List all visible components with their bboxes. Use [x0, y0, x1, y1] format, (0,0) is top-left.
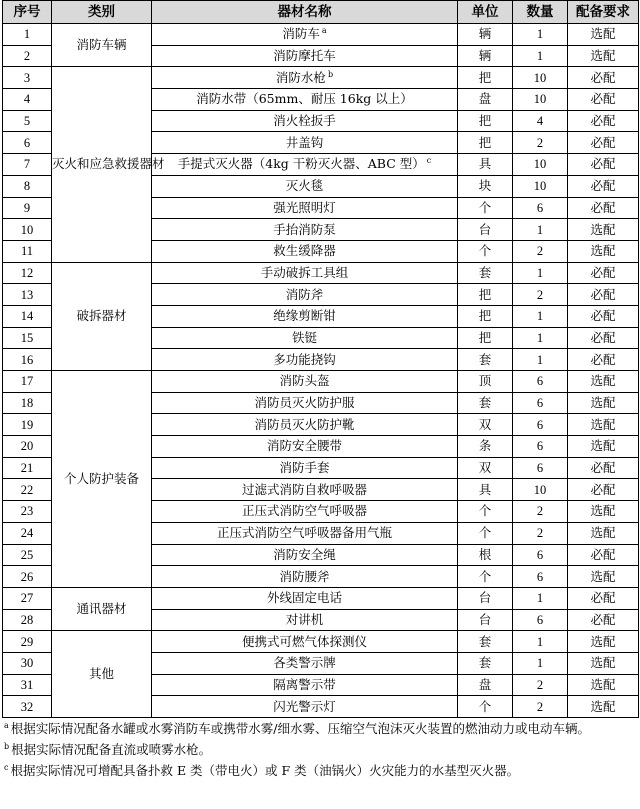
row-number: 4 — [3, 89, 52, 111]
quantity-cell: 6 — [513, 414, 568, 436]
row-number: 15 — [3, 327, 52, 349]
unit-cell: 条 — [458, 436, 513, 458]
requirement-cell: 选配 — [568, 219, 639, 241]
equipment-name — [152, 67, 458, 89]
unit-cell: 套 — [458, 392, 513, 414]
quantity-cell: 6 — [513, 566, 568, 588]
quantity-cell: 2 — [513, 240, 568, 262]
equipment-name-text: 救生缓降器 — [273, 243, 336, 259]
row-number: 3 — [3, 67, 52, 89]
requirement-cell: 必配 — [568, 609, 639, 631]
quantity-cell: 6 — [513, 457, 568, 479]
unit-cell: 个 — [458, 501, 513, 523]
unit-cell: 台 — [458, 609, 513, 631]
quantity-cell: 1 — [513, 587, 568, 609]
unit-cell: 台 — [458, 219, 513, 241]
unit-cell: 把 — [458, 132, 513, 154]
quantity-cell: 10 — [513, 154, 568, 176]
quantity-cell: 1 — [513, 327, 568, 349]
requirement-cell: 选配 — [568, 436, 639, 458]
requirement-cell: 选配 — [568, 652, 639, 674]
category-cell: 其他 — [52, 631, 152, 718]
row-number: 8 — [3, 175, 52, 197]
unit-cell: 个 — [458, 522, 513, 544]
quantity-cell: 1 — [513, 349, 568, 371]
quantity-cell: 10 — [513, 67, 568, 89]
table-row — [3, 371, 639, 393]
quantity-cell: 10 — [513, 479, 568, 501]
row-number: 29 — [3, 631, 52, 653]
header-name: 器材名称 — [152, 1, 458, 24]
table-row — [3, 587, 639, 609]
row-number: 6 — [3, 132, 52, 154]
header-category: 类别 — [52, 1, 152, 24]
requirement-cell: 选配 — [568, 371, 639, 393]
equipment-name — [152, 674, 458, 696]
equipment-name-text: 对讲机 — [285, 611, 324, 627]
requirement-cell: 选配 — [568, 392, 639, 414]
quantity-cell: 2 — [513, 696, 568, 718]
row-number: 25 — [3, 544, 52, 566]
equipment-name-text: 便携式可燃气体探测仪 — [241, 633, 367, 649]
equipment-name-text: 消防员灭火防护靴 — [254, 416, 355, 432]
row-number: 22 — [3, 479, 52, 501]
quantity-cell: 1 — [513, 219, 568, 241]
unit-cell: 根 — [458, 544, 513, 566]
requirement-cell: 必配 — [568, 132, 639, 154]
quantity-cell: 6 — [513, 609, 568, 631]
row-number: 16 — [3, 349, 52, 371]
equipment-name-text: 闪光警示灯 — [273, 698, 336, 714]
equipment-name-text: 手抬消防泵 — [273, 221, 336, 237]
equipment-name — [152, 132, 458, 154]
requirement-cell: 必配 — [568, 327, 639, 349]
equipment-name-text: 消防安全绳 — [273, 546, 336, 562]
unit-cell: 具 — [458, 154, 513, 176]
row-number: 10 — [3, 219, 52, 241]
row-number: 12 — [3, 262, 52, 284]
equipment-name — [152, 587, 458, 609]
equipment-name — [152, 631, 458, 653]
equipment-name — [152, 609, 458, 631]
requirement-cell: 必配 — [568, 67, 639, 89]
equipment-name — [152, 652, 458, 674]
requirement-cell: 选配 — [568, 45, 639, 67]
row-number: 17 — [3, 371, 52, 393]
equipment-name — [152, 349, 458, 371]
unit-cell: 块 — [458, 175, 513, 197]
equipment-name — [152, 371, 458, 393]
unit-cell: 把 — [458, 305, 513, 327]
unit-cell: 辆 — [458, 24, 513, 46]
requirement-cell: 必配 — [568, 349, 639, 371]
requirement-cell: 必配 — [568, 587, 639, 609]
equipment-name-text: 手动破拆工具组 — [260, 264, 349, 280]
requirement-cell: 必配 — [568, 197, 639, 219]
unit-cell: 辆 — [458, 45, 513, 67]
unit-cell: 套 — [458, 349, 513, 371]
equipment-name-text: 消防员灭火防护服 — [254, 395, 355, 411]
equipment-name-text: 消防斧 — [285, 286, 324, 302]
quantity-cell: 1 — [513, 631, 568, 653]
row-number: 26 — [3, 566, 52, 588]
quantity-cell: 10 — [513, 175, 568, 197]
equipment-name — [152, 24, 458, 46]
equipment-name-text: 各类警示牌 — [273, 655, 336, 671]
equipment-name-text: 手提式灭火器（4kg 干粉灭火器、ABC 型） — [177, 156, 425, 172]
quantity-cell: 1 — [513, 24, 568, 46]
quantity-cell: 6 — [513, 544, 568, 566]
equipment-name — [152, 284, 458, 306]
equipment-name-text: 绝缘剪断钳 — [273, 308, 336, 324]
equipment-name — [152, 262, 458, 284]
equipment-name — [152, 501, 458, 523]
footnote-reference: a — [321, 26, 327, 36]
equipment-name-text: 消防手套 — [279, 460, 330, 476]
equipment-name-text: 正压式消防空气呼吸器 — [241, 503, 367, 519]
footnotes — [2, 717, 638, 781]
requirement-cell: 选配 — [568, 674, 639, 696]
row-number: 30 — [3, 652, 52, 674]
requirement-cell: 选配 — [568, 522, 639, 544]
footnote-text: 根据实际情况配备直流或喷雾水枪。 — [11, 742, 212, 757]
footnote-text: 根据实际情况可增配具备扑救 E 类（带电火）或 F 类（油锅火）火灾能力的水基型灭火器。 — [10, 763, 520, 778]
header-req: 配备要求 — [568, 1, 639, 24]
equipment-name-text: 正压式消防空气呼吸器备用气瓶 — [216, 525, 392, 541]
equipment-name — [152, 110, 458, 132]
unit-cell: 个 — [458, 240, 513, 262]
quantity-cell: 1 — [513, 45, 568, 67]
equipment-name — [152, 89, 458, 111]
equipment-name — [152, 436, 458, 458]
row-number: 32 — [3, 696, 52, 718]
equipment-name — [152, 305, 458, 327]
equipment-name — [152, 696, 458, 718]
equipment-name-text: 强光照明灯 — [273, 199, 336, 215]
row-number: 13 — [3, 284, 52, 306]
equipment-name-text: 灭火毯 — [285, 178, 324, 194]
equipment-name — [152, 544, 458, 566]
unit-cell: 把 — [458, 327, 513, 349]
table-header-row — [3, 1, 639, 24]
footnote-mark: b — [4, 741, 10, 751]
table-row — [3, 262, 639, 284]
table-body — [3, 24, 639, 718]
row-number: 5 — [3, 110, 52, 132]
requirement-cell: 必配 — [568, 457, 639, 479]
row-number: 28 — [3, 609, 52, 631]
quantity-cell: 6 — [513, 197, 568, 219]
unit-cell: 双 — [458, 414, 513, 436]
equipment-name — [152, 45, 458, 67]
category-cell: 灭火和应急救援器材 — [52, 67, 152, 262]
footnote-c — [2, 760, 638, 781]
table-row — [3, 631, 639, 653]
equipment-name-text: 多功能挠钩 — [273, 351, 336, 367]
header-unit: 单位 — [458, 1, 513, 24]
requirement-cell: 必配 — [568, 154, 639, 176]
requirement-cell: 必配 — [568, 110, 639, 132]
row-number: 23 — [3, 501, 52, 523]
unit-cell: 套 — [458, 262, 513, 284]
equipment-name-text: 消防水枪 — [275, 69, 326, 85]
equipment-name — [152, 414, 458, 436]
category-cell: 个人防护装备 — [52, 371, 152, 588]
row-number: 31 — [3, 674, 52, 696]
equipment-name-text: 消防水带（65mm、耐压 16kg 以上） — [196, 91, 413, 107]
equipment-name-text: 井盖钩 — [285, 134, 324, 150]
category-cell: 通讯器材 — [52, 587, 152, 630]
footnote-a — [2, 718, 638, 739]
equipment-name-text: 铁铤 — [291, 329, 317, 345]
unit-cell: 盘 — [458, 89, 513, 111]
quantity-cell: 6 — [513, 436, 568, 458]
equipment-name-text: 隔离警示带 — [273, 676, 336, 692]
row-number: 1 — [3, 24, 52, 46]
row-number: 24 — [3, 522, 52, 544]
row-number: 27 — [3, 587, 52, 609]
requirement-cell: 必配 — [568, 175, 639, 197]
unit-cell: 个 — [458, 197, 513, 219]
unit-cell: 双 — [458, 457, 513, 479]
footnote-reference: b — [327, 69, 334, 79]
unit-cell: 个 — [458, 696, 513, 718]
equipment-name — [152, 240, 458, 262]
equipment-name — [152, 392, 458, 414]
requirement-cell: 选配 — [568, 24, 639, 46]
row-number: 19 — [3, 414, 52, 436]
category-cell: 消防车辆 — [52, 24, 152, 67]
quantity-cell: 2 — [513, 284, 568, 306]
footnote-reference: c — [426, 156, 432, 166]
requirement-cell: 必配 — [568, 89, 639, 111]
equipment-name — [152, 154, 458, 176]
unit-cell: 把 — [458, 284, 513, 306]
equipment-name — [152, 219, 458, 241]
requirement-cell: 选配 — [568, 240, 639, 262]
quantity-cell: 2 — [513, 501, 568, 523]
footnote-mark: c — [4, 762, 9, 772]
unit-cell: 把 — [458, 110, 513, 132]
requirement-cell: 必配 — [568, 305, 639, 327]
equipment-table — [2, 0, 639, 718]
requirement-cell: 必配 — [568, 284, 639, 306]
equipment-name — [152, 457, 458, 479]
footnote-b — [2, 739, 638, 760]
unit-cell: 把 — [458, 67, 513, 89]
unit-cell: 台 — [458, 587, 513, 609]
equipment-name — [152, 327, 458, 349]
header-qty: 数量 — [513, 1, 568, 24]
footnote-text: 根据实际情况配备水罐或水雾消防车或携带水雾/细水雾、压缩空气泡沫灭火装置的燃油动力或电动车辆。 — [10, 721, 590, 736]
equipment-name-text: 消防车 — [282, 26, 320, 42]
requirement-cell: 选配 — [568, 631, 639, 653]
quantity-cell: 2 — [513, 674, 568, 696]
quantity-cell: 2 — [513, 522, 568, 544]
row-number: 11 — [3, 240, 52, 262]
unit-cell: 个 — [458, 566, 513, 588]
quantity-cell: 1 — [513, 305, 568, 327]
requirement-cell: 必配 — [568, 262, 639, 284]
requirement-cell: 选配 — [568, 696, 639, 718]
unit-cell: 盘 — [458, 674, 513, 696]
table-row — [3, 24, 639, 46]
requirement-cell: 选配 — [568, 566, 639, 588]
row-number: 20 — [3, 436, 52, 458]
row-number: 2 — [3, 45, 52, 67]
requirement-cell: 必配 — [568, 479, 639, 501]
equipment-name — [152, 479, 458, 501]
equipment-name-text: 外线固定电话 — [266, 590, 342, 606]
equipment-name — [152, 566, 458, 588]
table-row — [3, 67, 639, 89]
equipment-name-text: 消防摩托车 — [273, 48, 336, 64]
requirement-cell: 选配 — [568, 501, 639, 523]
row-number: 21 — [3, 457, 52, 479]
quantity-cell: 1 — [513, 262, 568, 284]
equipment-name-text: 消防腰斧 — [279, 568, 330, 584]
row-number: 14 — [3, 305, 52, 327]
quantity-cell: 6 — [513, 371, 568, 393]
equipment-name — [152, 197, 458, 219]
quantity-cell: 10 — [513, 89, 568, 111]
row-number: 9 — [3, 197, 52, 219]
unit-cell: 具 — [458, 479, 513, 501]
quantity-cell: 1 — [513, 652, 568, 674]
equipment-name — [152, 522, 458, 544]
quantity-cell: 6 — [513, 392, 568, 414]
requirement-cell: 必配 — [568, 544, 639, 566]
equipment-name-text: 消火栓扳手 — [273, 113, 336, 129]
header-no: 序号 — [3, 1, 52, 24]
row-number: 7 — [3, 154, 52, 176]
footnote-mark: a — [4, 720, 9, 730]
unit-cell: 套 — [458, 631, 513, 653]
quantity-cell: 2 — [513, 132, 568, 154]
equipment-name-text: 消防安全腰带 — [266, 438, 342, 454]
category-cell: 破拆器材 — [52, 262, 152, 370]
unit-cell: 顶 — [458, 371, 513, 393]
row-number: 18 — [3, 392, 52, 414]
quantity-cell: 4 — [513, 110, 568, 132]
equipment-name-text: 过滤式消防自救呼吸器 — [241, 481, 367, 497]
equipment-name — [152, 175, 458, 197]
unit-cell: 套 — [458, 652, 513, 674]
requirement-cell: 选配 — [568, 414, 639, 436]
equipment-name-text: 消防头盔 — [279, 373, 330, 389]
